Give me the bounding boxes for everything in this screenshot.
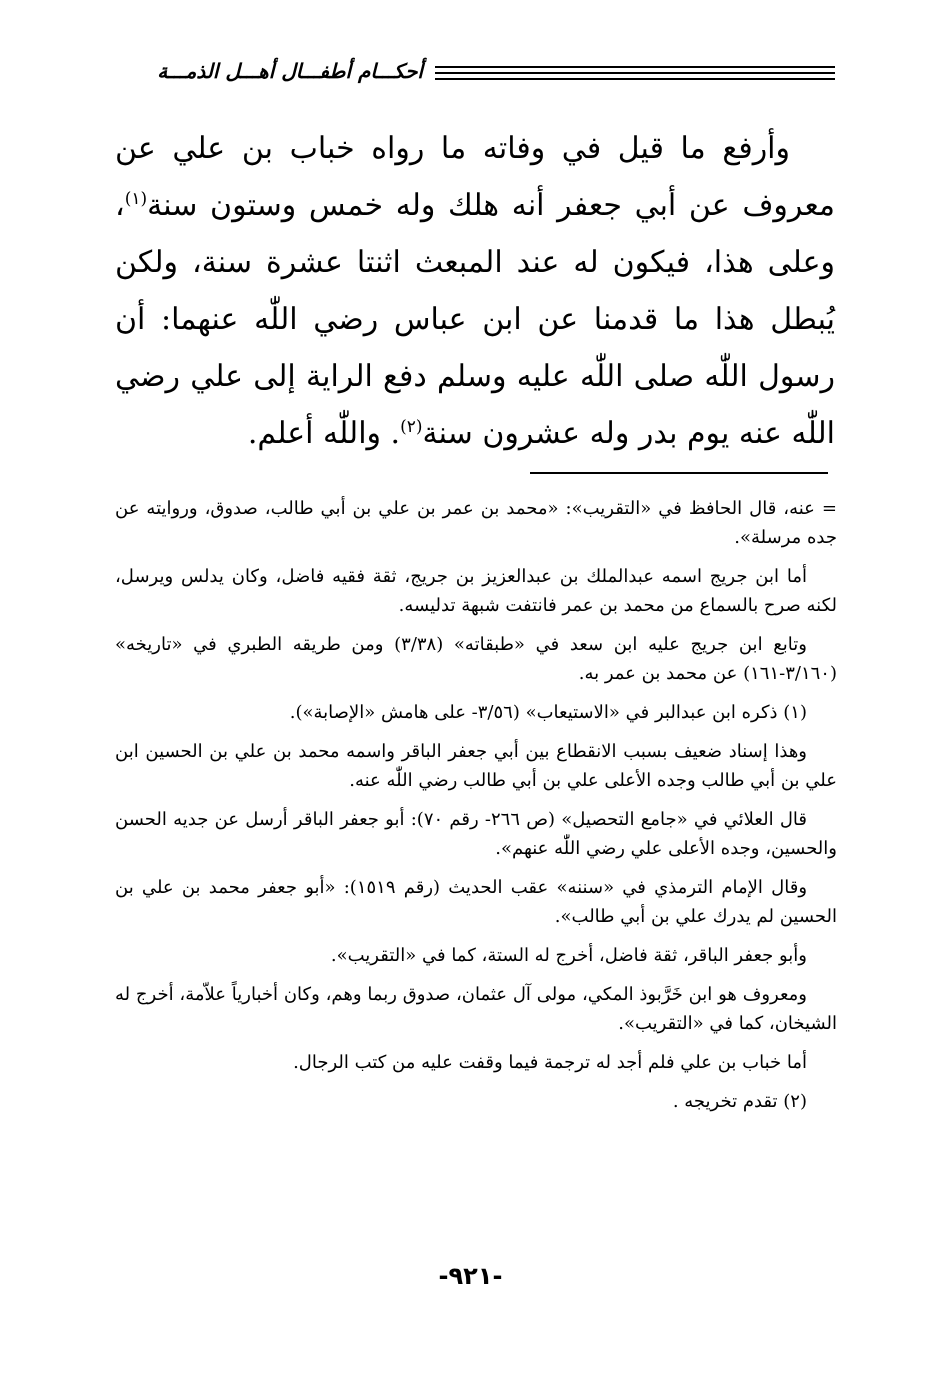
main-body xyxy=(115,120,835,462)
header-rule xyxy=(435,78,835,80)
footnote-paragraph: أما ابن جريج اسمه عبدالملك بن عبدالعزيز بن جريج، ثقة فقيه فاضل، وكان يدلس ويرسل، لكنه صرح بالسماع من محمد بن عمر فانتفت شبهة تدليسه. xyxy=(115,566,837,616)
main-text-part1: وأرفع ما قيل في وفاته ما رواه خباب بن علي عن معروف عن أبي جعفر أنه هلك وله خمس وستون سنة xyxy=(115,131,835,223)
header-rule xyxy=(435,72,835,74)
footnote-paragraph: وتابع ابن جريج عليه ابن سعد في «طبقاته» (٣/٣٨) ومن طريقه الطبري في «تاريخه» (٣/١٦٠-١٦١) عن محمد بن عمر به. xyxy=(115,634,837,684)
footnote-paragraph: وقال الإمام الترمذي في «سننه» عقب الحديث (رقم ١٥١٩): «أبو جعفر محمد بن علي بن الحسين لم يدرك علي بن أبي طالب». xyxy=(115,877,837,927)
footnote-paragraph: قال العلائي في «جامع التحصيل» (ص ٢٦٦- رقم ٧٠): أبو جعفر الباقر أرسل عن جديه الحسن والحسين، وجده الأعلى علي رضي اللّٰه عنهم». xyxy=(115,809,837,859)
footnote-1: (١) ذكره ابن عبدالبر في «الاستيعاب» (٣/٥٦- على هامش «الإصابة»). xyxy=(289,702,807,723)
page-number: -٩٢١- xyxy=(438,1262,503,1290)
book-title: أحكـــام أطفـــال أهـــل الذمـــة xyxy=(157,59,423,83)
footnotes-section xyxy=(115,494,837,1126)
footnote-paragraph: = عنه، قال الحافظ في «التقريب»: «محمد بن عمر بن علي بن أبي طالب، صدوق، وروايته عن جده مرسلة». xyxy=(115,498,837,548)
header-rule xyxy=(435,66,835,68)
footnote-2: (٢) تقدم تخريجه . xyxy=(672,1091,807,1112)
footnote-separator xyxy=(530,472,828,474)
footnote-marker-2[interactable]: (٢) xyxy=(400,417,423,437)
main-text-part3: . واللّٰه أعلم. xyxy=(247,416,401,451)
footnote-paragraph: أما خباب بن علي فلم أجد له ترجمة فيما وقفت عليه من كتب الرجال. xyxy=(293,1052,807,1073)
footnote-paragraph: ومعروف هو ابن خَرَّبوذ المكي، مولى آل عثمان، صدوق ربما وهم، وكان أخبارياً علاّمة، أخرج له الشيخان، كما في «التقريب». xyxy=(115,984,837,1034)
footnote-paragraph: وأبو جعفر الباقر، ثقة فاضل، أخرج له الستة، كما في «التقريب». xyxy=(330,945,807,966)
main-text-part2: ، وعلى هذا، فيكون له عند المبعث اثنتا عشرة سنة، ولكن يُبطل هذا ما قدمنا عن ابن عباس رضي اللّٰه عنهما: أن رسول اللّٰه صلى اللّٰه عليه وسلم دفع الراية إلى علي رضي اللّٰه عنه يوم بدر وله عشرون سنة xyxy=(115,188,835,451)
footnote-paragraph: وهذا إسناد ضعيف بسبب الانقطاع بين أبي جعفر الباقر واسمه محمد بن علي بن الحسين ابن علي بن أبي طالب وجده الأعلى علي بن أبي طالب رضي اللّٰه عنه. xyxy=(115,741,837,791)
running-header xyxy=(120,56,835,86)
footnote-marker-1[interactable]: (١) xyxy=(124,189,148,209)
main-paragraph xyxy=(115,120,835,462)
